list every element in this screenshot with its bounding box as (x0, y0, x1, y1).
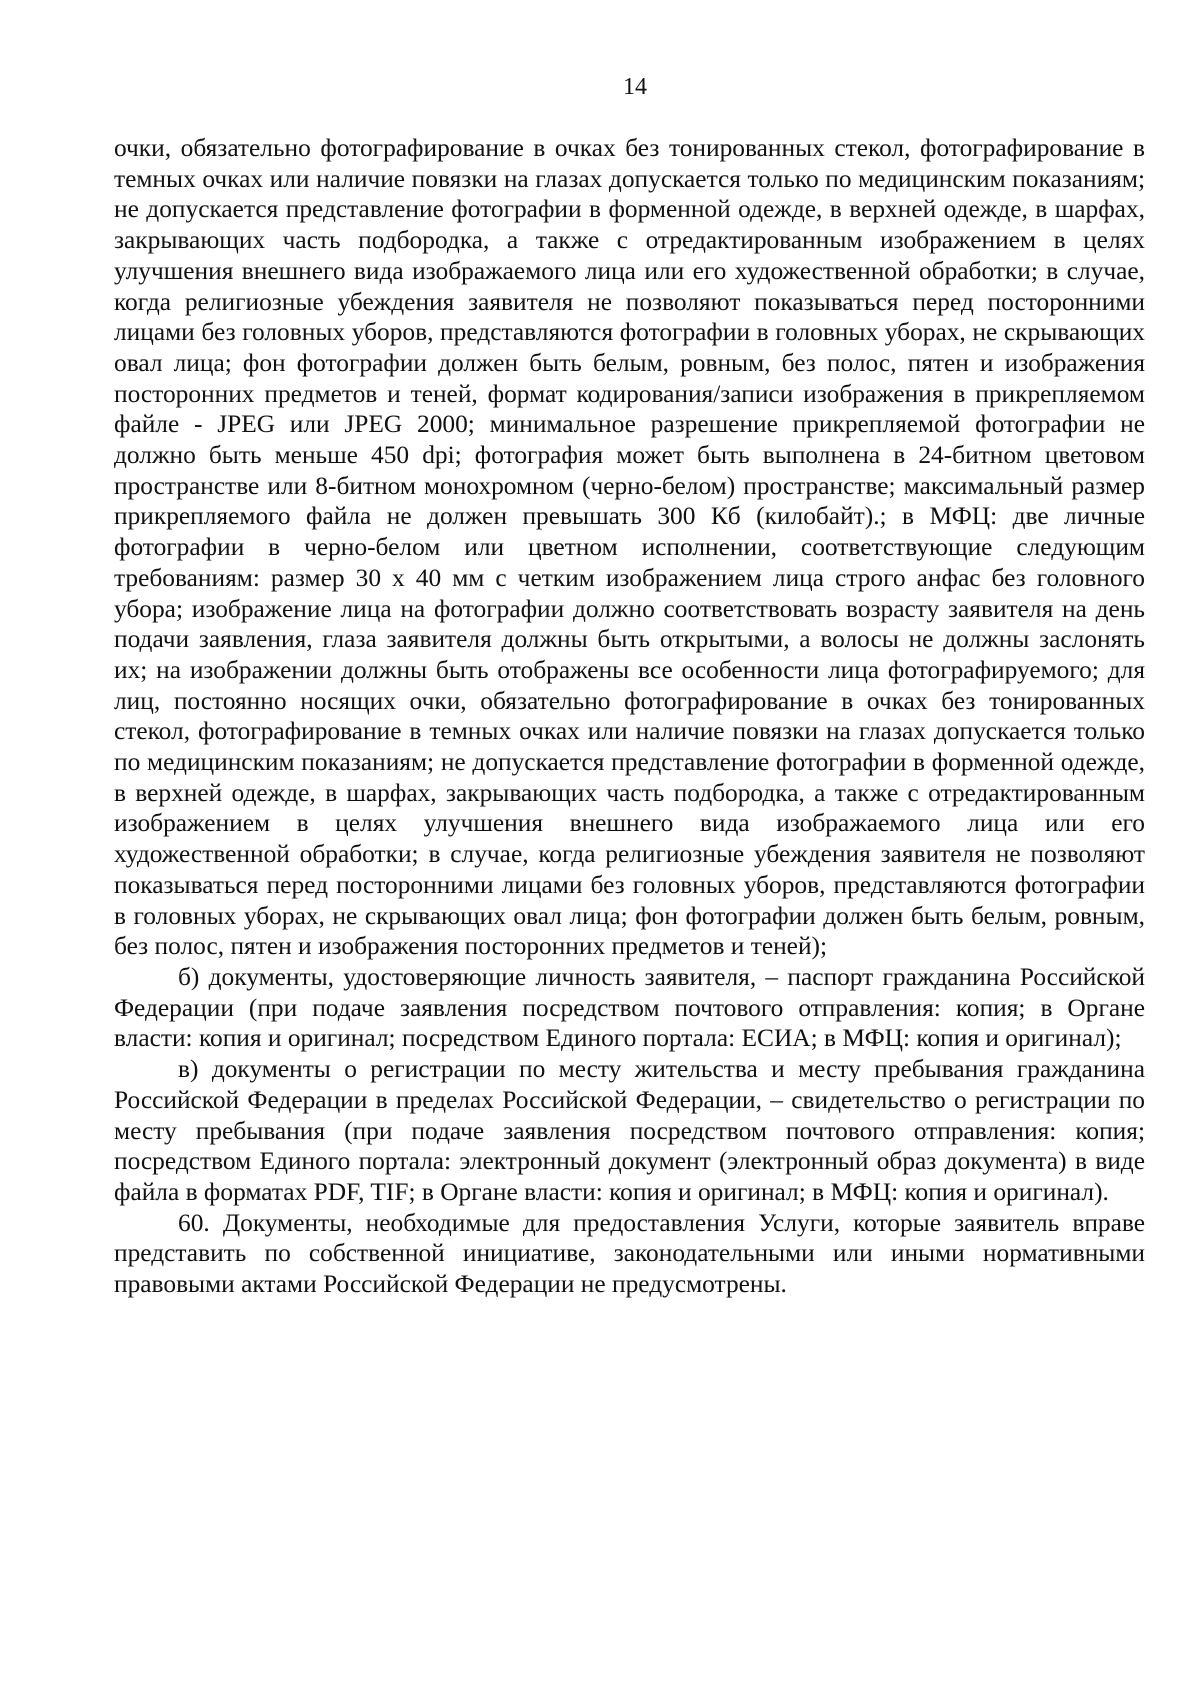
paragraph-item-60: 60. Документы, необходимые для предоставления Услуги, которые заявитель вправе представить по собственной инициативе, законодательными или иными нормативными правовыми актами Российской Федерации не предусмотрены. (114, 1208, 1145, 1299)
paragraph-photo-requirements: очки, обязательно фотографирование в очках без тонированных стекол, фотографирование в темных очках или наличие повязки на глазах допускается только по медицинским показаниям; не допускается представление фотографии в форменной одежде, в верхней одежде, в шарфах, закрывающих часть подбородка, а также с отредактированным изображением в целях улучшения внешнего вида изображаемого лица или его художественной обработки; в случае, когда религиозные убеждения заявителя не позволяют показываться перед посторонними лицами без головных уборов, представляются фотографии в головных уборах, не скрывающих овал лица; фон фотографии должен быть белым, ровным, без полос, пятен и изображения посторонних предметов и теней, формат кодирования/записи изображения в прикрепляемом файле - JPEG или JPEG 2000; минимальное разрешение прикрепляемой фотографии не должно быть меньше 450 dpi; фотография может быть выполнена в 24-битном цветовом пространстве или 8-битном монохромном (черно-белом) пространстве; максимальный размер прикрепляемого файла не должен превышать 300 Кб (килобайт).; в МФЦ: две личные фотографии в черно-белом или цветном исполнении, соответствующие следующим требованиям: размер 30 х 40 мм с четким изображением лица строго анфас без головного убора; изображение лица на фотографии должно соответствовать возрасту заявителя на день подачи заявления, глаза заявителя должны быть открытыми, а волосы не должны заслонять их; на изображении должны быть отображены все особенности лица фотографируемого; для лиц, постоянно носящих очки, обязательно фотографирование в очках без тонированных стекол, фотографирование в темных очках или наличие повязки на глазах допускается только по медицинским показаниям; не допускается представление фотографии в форменной одежде, в верхней одежде, в шарфах, закрывающих часть подбородка, а также с отредактированным изображением в целях улучшения внешнего вида изображаемого лица или его художественной обработки; в случае, когда религиозные убеждения заявителя не позволяют показываться перед посторонними лицами без головных уборов, представляются фотографии в головных уборах, не скрывающих овал лица; фон фотографии должен быть белым, ровным, без полос, пятен и изображения посторонних предметов и теней); (114, 134, 1145, 961)
page-number: 14 (623, 74, 647, 100)
paragraph-identity-documents: б) документы, удостоверяющие личность заявителя, – паспорт гражданина Российской Федерации (при подаче заявления посредством почтового отправления: копия; в Органе власти: копия и оригинал; посредством Единого портала: ЕСИА; в МФЦ: копия и оригинал); (114, 962, 1145, 1053)
paragraph-registration-documents: в) документы о регистрации по месту жительства и месту пребывания гражданина Российской Федерации в пределах Российской Федерации, – свидетельство о регистрации по месту пребывания (при подаче заявления посредством почтового отправления: копия; посредством Единого портала: электронный документ (электронный образ документа) в виде файла в форматах PDF, TIF; в Органе власти: копия и оригинал; в МФЦ: копия и оригинал). (114, 1055, 1145, 1206)
document-body (114, 133, 1145, 1300)
